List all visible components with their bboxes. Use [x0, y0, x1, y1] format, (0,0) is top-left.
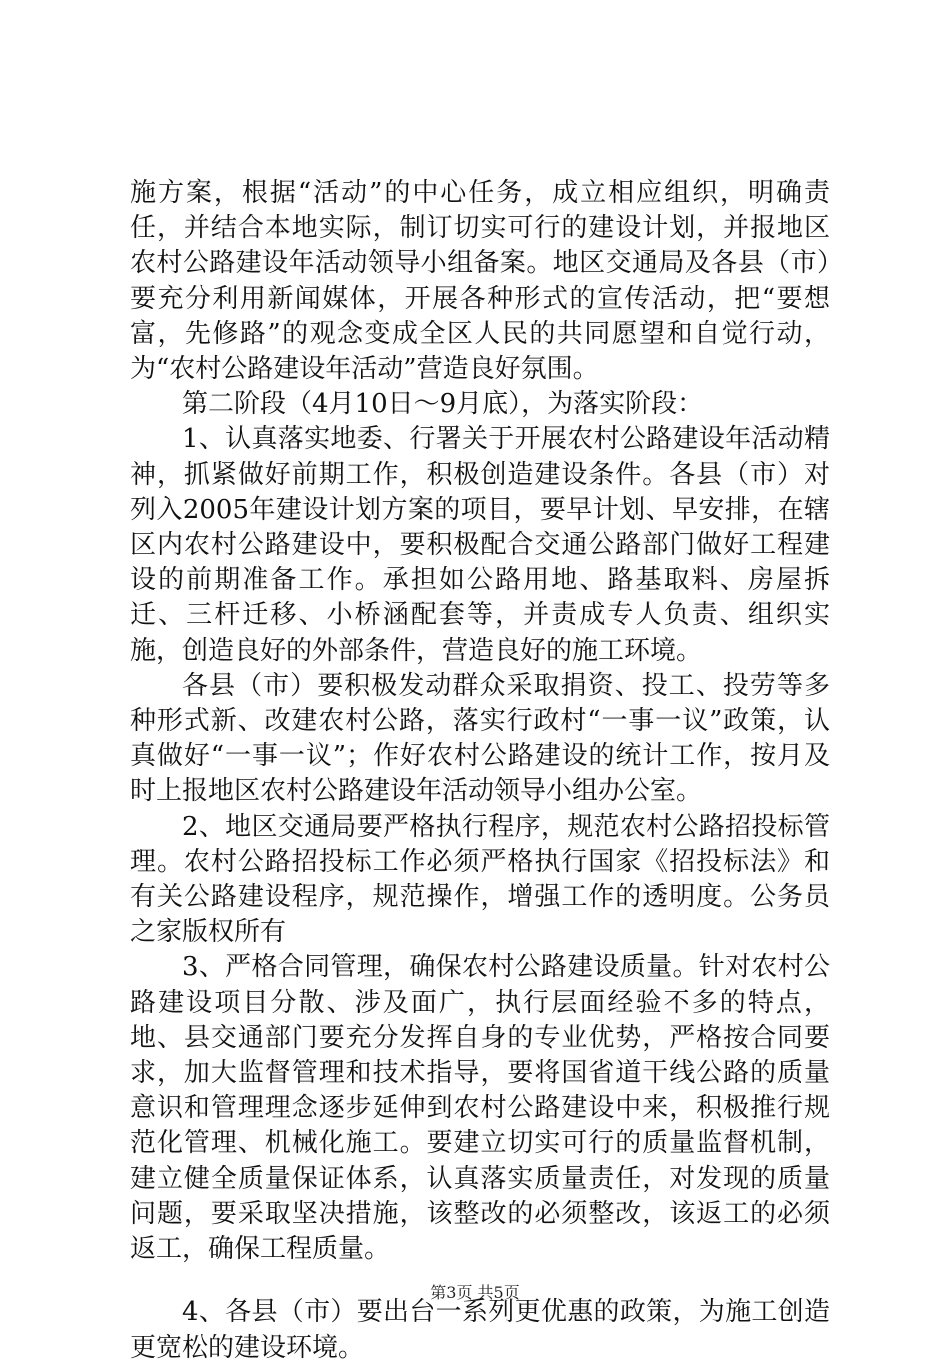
paragraph-item-1: 1、认真落实地委、行署关于开展农村公路建设年活动精神，抓紧做好前期工作，积极创造建设条件。各县（市）对列入2005年建设计划方案的项目，要早计划、早安排，在辖区内农村公路建设中，要积极配合交通公路部门做好工程建设的前期准备工作。承担如公路用地、路基取料、房屋拆迁、三杆迁移、小桥涵配套等，并责成专人负责、组织实施，创造良好的外部条件，营造良好的施工环境。 [130, 424, 830, 666]
paragraph-item-2: 2、地区交通局要严格执行程序，规范农村公路招投标管理。农村公路招投标工作必须严格执行国家《招投标法》和有关公路建设程序，规范操作，增强工作的透明度。公务员之家版权所有 [130, 811, 830, 948]
paragraph-county-mobilization: 各县（市）要积极发动群众采取捐资、投工、投劳等多种形式新、改建农村公路，落实行政村“一事一议”政策，认真做好“一事一议”；作好农村公路建设的统计工作，按月及时上报地区农村公路建设年活动领导小组办公室。 [130, 670, 830, 807]
document-body [130, 176, 830, 1366]
paragraph-item-4: 4、各县（市）要出台一系列更优惠的政策，为施工创造更宽松的建设环境。 [130, 1297, 830, 1363]
paragraph-implementation-plan: 施方案，根据“活动”的中心任务，成立相应组织，明确责任，并结合本地实际，制订切实可行的建设计划，并报地区农村公路建设年活动领导小组备案。地区交通局及各县（市）要充分利用新闻媒体，开展各种形式的宣传活动，把“要想富，先修路”的观念变成全区人民的共同愿望和自觉行动，为“农村公路建设年活动”营造良好氛围。 [130, 178, 830, 385]
paragraph-item-3: 3、严格合同管理，确保农村公路建设质量。针对农村公路建设项目分散、涉及面广，执行层面经验不多的特点，地、县交通部门要充分发挥自身的专业优势，严格按合同要求，加大监督管理和技术指导，要将国省道干线公路的质量意识和管理理念逐步延伸到农村公路建设中来，积极推行规范化管理、机械化施工。要建立切实可行的质量监督机制，建立健全质量保证体系，认真落实质量责任，对发现的质量问题，要采取坚决措施，该整改的必须整改，该返工的必须返工，确保工程质量。 [130, 952, 830, 1265]
page-number-footer: 第3页 共5页 [430, 1283, 520, 1302]
paragraph-stage-two-heading: 第二阶段（4月10日～9月底），为落实阶段： [182, 389, 704, 420]
